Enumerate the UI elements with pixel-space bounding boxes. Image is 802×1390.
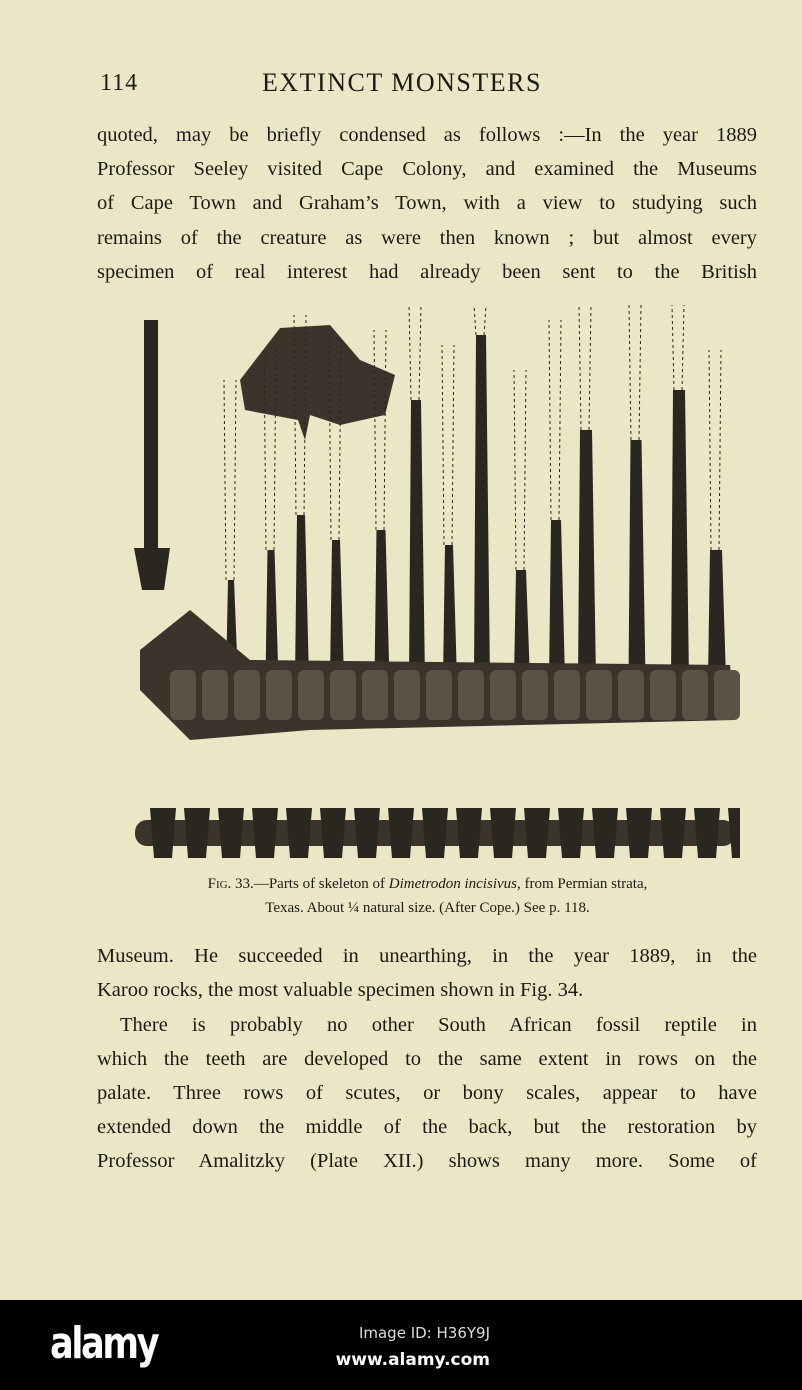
- vertebra: [426, 670, 452, 720]
- neural-spine: [443, 545, 457, 680]
- body-line: Professor Amalitzky (Plate XII.) shows many more. Some of: [97, 1150, 757, 1172]
- neural-spine: [409, 400, 425, 680]
- vertebra: [394, 670, 420, 720]
- body-line: which the teeth are developed to the same extent in rows on the: [97, 1048, 757, 1070]
- alamy-logo: alamy: [50, 1318, 158, 1369]
- skull-fragment: [240, 325, 395, 440]
- body-line: extended down the middle of the back, but the restoration by: [97, 1116, 757, 1138]
- watermark-url: www.alamy.com: [335, 1350, 490, 1370]
- vertebra-top: [592, 808, 618, 858]
- caption-species: Dimetrodon incisivus: [388, 876, 517, 892]
- vertebra: [266, 670, 292, 720]
- isolated-vertebra: [134, 548, 170, 590]
- page-header: [100, 66, 660, 102]
- vertebra-top: [490, 808, 516, 858]
- vertebra-top: [320, 808, 346, 858]
- dotted-spine-outline: [579, 305, 581, 430]
- vertebra: [234, 670, 260, 720]
- page-number: 114: [100, 70, 139, 96]
- dotted-spine-outline: [672, 305, 674, 390]
- vertebra-top: [422, 808, 448, 858]
- skeleton-illustration: [130, 300, 740, 870]
- dotted-spine-outline: [589, 305, 591, 430]
- vertebra-top: [660, 808, 686, 858]
- vertebra: [554, 670, 580, 720]
- vertebra-top: [388, 808, 414, 858]
- body-line: Museum. He succeeded in unearthing, in the year 1889, in the: [97, 945, 757, 967]
- body-line: Karoo rocks, the most valuable specimen shown in Fig. 34.: [97, 979, 584, 1001]
- vertebra-top: [252, 808, 278, 858]
- watermark-bar: [0, 1300, 802, 1390]
- vertebra: [490, 670, 516, 720]
- dotted-spine-outline: [639, 305, 641, 440]
- dotted-spine-outline: [709, 350, 711, 550]
- vertebra-top: [456, 808, 482, 858]
- figure-label: Fig. 33.: [207, 876, 254, 892]
- neural-spine: [330, 540, 344, 680]
- dotted-spine-outline: [474, 305, 476, 335]
- dotted-spine-outline: [559, 320, 561, 520]
- vertebra: [458, 670, 484, 720]
- vertebra-top: [184, 808, 210, 858]
- vertebra: [586, 670, 612, 720]
- dotted-spine-outline: [419, 305, 421, 400]
- vertebra: [330, 670, 356, 720]
- dotted-spine-outline: [234, 380, 236, 580]
- dotted-spine-outline: [484, 305, 486, 335]
- caption-text: —Parts of skeleton of: [253, 876, 389, 892]
- vertebra: [682, 670, 708, 720]
- dotted-spine-outline: [719, 350, 721, 550]
- dotted-spine-outline: [549, 320, 551, 520]
- neural-spine: [671, 390, 689, 680]
- body-line: There is probably no other South African fossil reptile in: [120, 1014, 757, 1036]
- body-line: quoted, may be briefly condensed as follows :—In the year 1889: [97, 124, 757, 146]
- vertebra: [714, 670, 740, 720]
- dotted-spine-outline: [682, 305, 684, 390]
- vertebra: [298, 670, 324, 720]
- figure-caption: [95, 876, 760, 893]
- neural-spine: [708, 550, 726, 680]
- dotted-spine-outline: [452, 345, 454, 545]
- vertebra-top: [218, 808, 244, 858]
- image-id: Image ID: H36Y9J: [358, 1324, 490, 1342]
- neural-spine: [375, 530, 390, 680]
- caption-text: , from Permian strata,: [516, 876, 648, 892]
- neural-spine: [474, 335, 490, 680]
- dotted-spine-outline: [524, 370, 526, 570]
- dotted-spine-outline: [374, 330, 376, 530]
- vertebra-top: [694, 808, 720, 858]
- vertebra-top: [286, 808, 312, 858]
- dotted-spine-outline: [629, 305, 631, 440]
- body-line: remains of the creature as were then known ; but almost every: [97, 227, 757, 249]
- vertebra-top: [626, 808, 652, 858]
- vertebra: [202, 670, 228, 720]
- body-line: specimen of real interest had already been sent to the British: [97, 261, 757, 283]
- neural-spine: [578, 430, 596, 680]
- vertebra-top: [558, 808, 584, 858]
- dotted-spine-outline: [409, 305, 411, 400]
- body-line: Professor Seeley visited Cape Colony, and examined the Museums: [97, 158, 757, 180]
- neural-spine: [295, 515, 309, 680]
- vertebra: [170, 670, 196, 720]
- body-line: palate. Three rows of scutes, or bony scales, appear to have: [97, 1082, 757, 1104]
- body-line: of Cape Town and Graham’s Town, with a view to studying such: [97, 192, 757, 214]
- figure-caption-line2: Texas. About ¼ natural size. (After Cope.) See p. 118.: [265, 900, 590, 916]
- running-head: EXTINCT MONSTERS: [262, 68, 542, 97]
- dotted-spine-outline: [514, 370, 516, 570]
- vertebra-top: [524, 808, 550, 858]
- vertebra-top: [354, 808, 380, 858]
- dotted-spine-outline: [442, 345, 444, 545]
- isolated-spine: [144, 320, 158, 550]
- vertebra: [650, 670, 676, 720]
- vertebra-top: [150, 808, 176, 858]
- dotted-spine-outline: [224, 380, 226, 580]
- neural-spine: [629, 440, 646, 680]
- vertebra: [362, 670, 388, 720]
- dotted-spine-outline: [384, 330, 386, 530]
- vertebra: [618, 670, 644, 720]
- neural-spine: [549, 520, 565, 680]
- vertebra: [522, 670, 548, 720]
